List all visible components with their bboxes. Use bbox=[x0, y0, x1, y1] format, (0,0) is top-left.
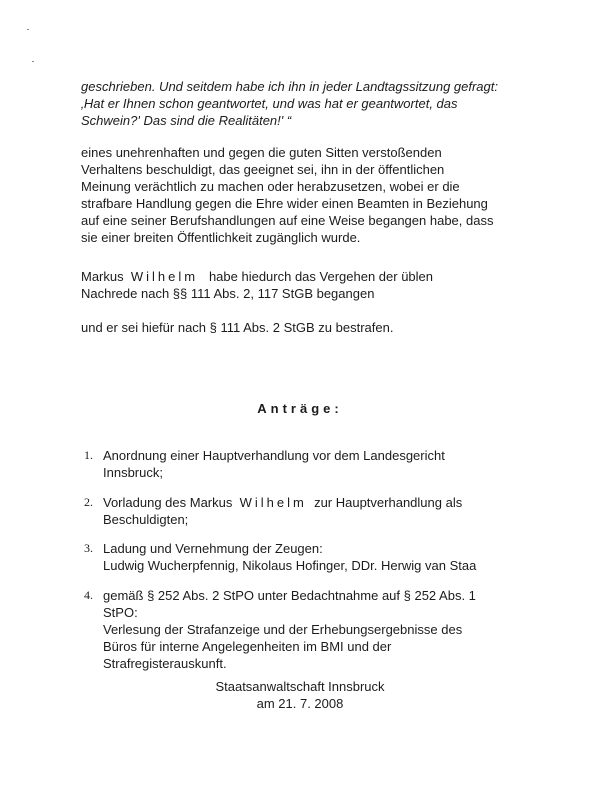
document-date: am 21. 7. 2008 bbox=[256, 696, 344, 711]
offence-line: Nachrede nach §§ 111 Abs. 2, 117 StGB begangen bbox=[81, 286, 375, 301]
charge-line: Meinung verächtlich zu machen oder herabzusetzen, wobei er die bbox=[81, 179, 460, 194]
request-line: Ladung und Vernehmung der Zeugen: bbox=[103, 541, 323, 556]
request-item bbox=[84, 540, 554, 574]
defendant-surname: Wilhelm bbox=[130, 269, 199, 284]
request-item bbox=[84, 587, 554, 672]
charge-line: strafbare Handlung gegen die Ehre wider einen Beamten in Beziehung bbox=[81, 196, 488, 211]
office-name: Staatsanwaltschaft Innsbruck bbox=[215, 679, 385, 694]
signature-block bbox=[0, 678, 600, 712]
request-number: 3. bbox=[84, 541, 93, 555]
section-heading: Anträge: bbox=[257, 401, 343, 416]
quote-line: Schwein?' Das sind die Realitäten!' “ bbox=[81, 113, 292, 128]
offence-line-rest: habe hiedurch das Vergehen der üblen bbox=[208, 269, 434, 284]
request-line: gemäß § 252 Abs. 2 StPO unter Bedachtnahme auf § 252 Abs. 1 bbox=[103, 588, 476, 603]
scan-speck bbox=[32, 61, 34, 62]
defendant-first-name: Markus bbox=[81, 269, 124, 284]
quote-line: geschrieben. Und seitdem habe ich ihn in jeder Landtagssitzung gefragt: bbox=[81, 79, 498, 94]
request-item bbox=[84, 494, 554, 528]
charge-paragraph bbox=[81, 144, 551, 246]
request-prefix: Vorladung des Markus bbox=[103, 495, 233, 510]
request-line bbox=[103, 494, 554, 511]
request-line: Anordnung einer Hauptverhandlung vor dem Landesgericht bbox=[103, 448, 445, 463]
offence-statement bbox=[81, 268, 551, 302]
request-number: 4. bbox=[84, 588, 93, 602]
defendant-surname: Wilhelm bbox=[239, 495, 307, 510]
quoted-statement bbox=[81, 78, 551, 129]
charge-line: Verhaltens beschuldigt, das geeignet sei, ihn in der öffentlichen bbox=[81, 162, 445, 177]
offence-line bbox=[81, 268, 551, 285]
charge-line: auf eine seiner Berufshandlungen auf eine Weise begangen habe, dass bbox=[81, 213, 494, 228]
request-line: StPO: bbox=[103, 605, 138, 620]
request-suffix: zur Hauptverhandlung als bbox=[314, 495, 463, 510]
request-item bbox=[84, 447, 554, 481]
penalty-line: und er sei hiefür nach § 111 Abs. 2 StGB zu bestrafen. bbox=[81, 320, 394, 335]
request-line: Büros für interne Angelegenheiten im BMI und der bbox=[103, 639, 392, 654]
scan-speck bbox=[27, 29, 29, 30]
request-line: Beschuldigten; bbox=[103, 512, 189, 527]
request-number: 2. bbox=[84, 495, 93, 509]
request-number: 1. bbox=[84, 448, 93, 462]
request-line: Verlesung der Strafanzeige und der Erhebungsergebnisse des bbox=[103, 622, 463, 637]
penalty-statement bbox=[81, 319, 551, 336]
charge-line: eines unehrenhaften und gegen die guten Sitten verstoßenden bbox=[81, 145, 442, 160]
request-line: Innsbruck; bbox=[103, 465, 163, 480]
charge-line: sie einer breiten Öffentlichkeit zugänglich wurde. bbox=[81, 230, 361, 245]
request-line: Strafregisterauskunft. bbox=[103, 656, 227, 671]
quote-line: ‚Hat er Ihnen schon geantwortet, und was hat er geantwortet, das bbox=[81, 96, 458, 111]
witness-list: Ludwig Wucherpfennig, Nikolaus Hofinger, DDr. Herwig van Staa bbox=[103, 558, 477, 573]
